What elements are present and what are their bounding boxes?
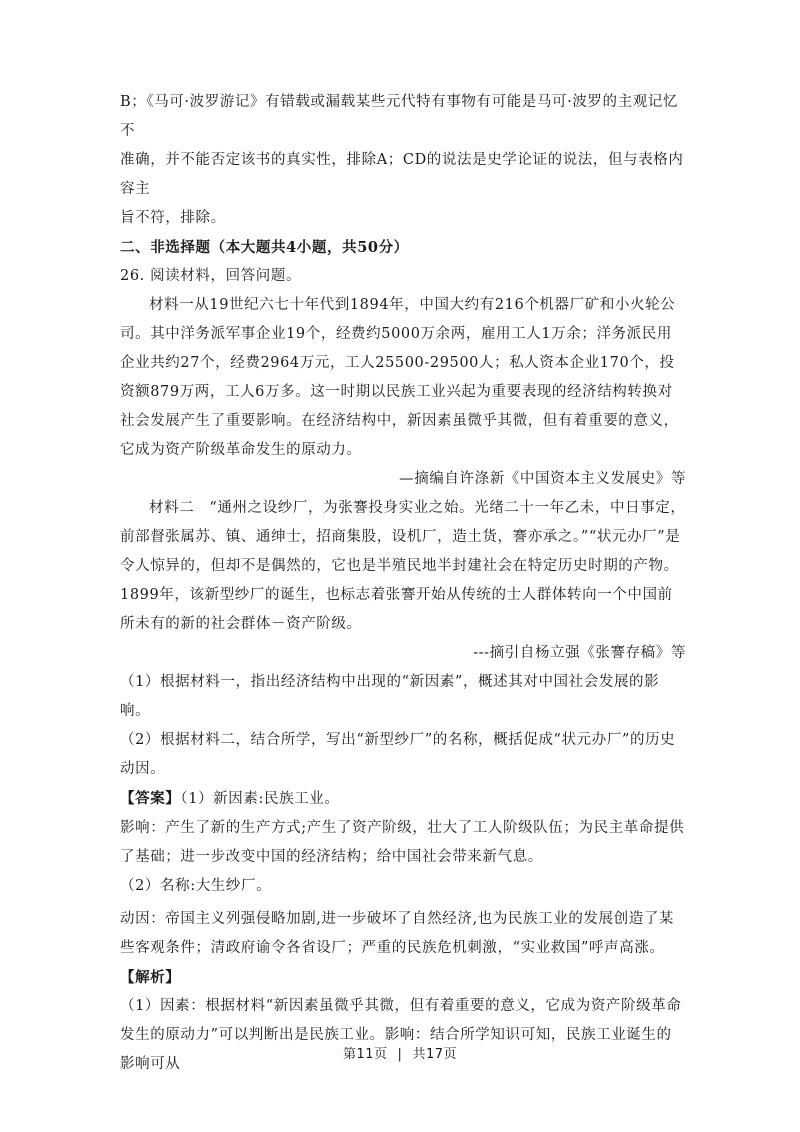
- sub-question-1: （1）根据材料一，指出经济结构中出现的“新因素”，概述其对中国社会发展的影响。: [120, 674, 660, 719]
- analysis-label: 【解析】: [120, 969, 181, 986]
- answer-part-2: （2）名称:大生纱厂。: [120, 878, 272, 894]
- footer-separator: |: [397, 1047, 403, 1062]
- answer-line: [120, 784, 686, 814]
- question-intro: 26. 阅读材料，回答问题。: [120, 268, 302, 284]
- page-number: 第11页: [343, 1047, 388, 1062]
- page-total: 共17页: [412, 1047, 457, 1062]
- material-one-paragraph: 材料一从19世纪六七十年代到1894年，中国大约有216个机器厂矿和小火轮公司。其中洋务派军事企业19个，经费约5000万余两，雇用工人1万余；洋务派民用企业共约27个，经费2964万元，工人25500-29500人；私人资本企业170个，投资额879万两，工人6万多。这一时期以民族工业兴起为重要表现的经济结构转换对社会发展产生了重要影响。在经济结构中，新因素虽微乎其微，但有着重要的意义，它成为资产阶级革命发生的原动力。: [120, 297, 679, 458]
- analysis-part-1: （1）因素：根据材料“新因素虽微乎其微，但有着重要的意义，它成为资产阶级革命发生的原动力”可以判断出是民族工业。影响：结合所学知识可知，民族工业诞生的影响可从: [120, 998, 682, 1072]
- prev-answer-line-3: 旨不符，排除。: [120, 210, 226, 226]
- prev-answer-line-1: B；《马可·波罗游记》有错载或漏载某些元代特有事物有可能是马可·波罗的主观记忆不: [120, 94, 679, 139]
- material-two-source: ---摘引自杨立强《张謇存稿》等: [473, 645, 686, 661]
- material-one-source: —摘编自许涤新《中国资本主义发展史》等: [399, 471, 686, 487]
- page-content: [120, 88, 686, 1079]
- prev-answer-line-2: 准确，并不能否定该书的真实性，排除A；CD的说法是史学论证的说法，但与表格内容主: [120, 152, 684, 197]
- answer-label: 【答案】: [120, 790, 181, 807]
- section-heading: 二、非选择题（本大题共4小题，共50分）: [120, 239, 409, 256]
- answer-impact: 影响：产生了新的生产方式;产生了资产阶级，壮大了工人阶级队伍；为民主革命提供了基础；进一步改变中国的经济结构；给中国社会带来新气息。: [120, 820, 685, 865]
- answer-motive: 动因：帝国主义列强侵略加剧,进一步破坏了自然经济,也为民族工业的发展创造了某些客观条件；清政府谕令各省设厂；严重的民族危机刺激，“实业救国”呼声高涨。: [120, 911, 675, 956]
- page-footer: [0, 1043, 800, 1062]
- answer-part-1: （1）新因素:民族工业。: [180, 791, 340, 807]
- material-two-paragraph: 材料二 “通州之设纱厂，为张謇投身实业之始。光绪二十一年乙未，中日事定，前部督张属苏、镇、通绅士，招商集股，设机厂，造土货，謇亦承之。”“状元办厂”是令人惊异的，但却不是偶然的，它也是半殖民地半封建社会在特定历史时期的产物。1899年，该新型纱厂的诞生，也标志着张謇开始从传统的士人群体转向一个中国前所未有的新的社会群体－资产阶级。: [120, 500, 686, 632]
- sub-question-2: （2）根据材料二，结合所学，写出“新型纱厂”的名称，概括促成“状元办厂”的历史动因。: [120, 732, 676, 777]
